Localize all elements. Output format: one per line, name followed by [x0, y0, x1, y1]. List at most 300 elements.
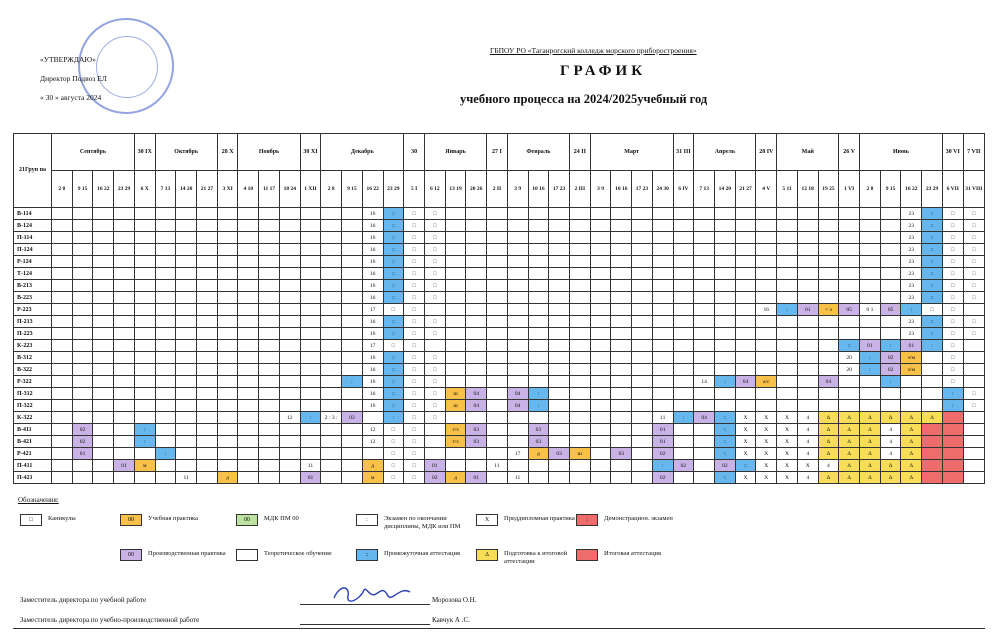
signature-name-1: Морозова О.Н. [432, 596, 477, 604]
schedule-cell [694, 292, 715, 304]
schedule-cell [507, 340, 528, 352]
schedule-cell: 04 [466, 388, 487, 400]
schedule-cell [487, 292, 508, 304]
schedule-cell [300, 388, 321, 400]
schedule-cell: Х [735, 412, 756, 424]
schedule-cell [424, 436, 445, 448]
schedule-cell [114, 292, 135, 304]
table-row [14, 472, 985, 484]
schedule-cell [321, 436, 342, 448]
schedule-cell: 4 [797, 436, 818, 448]
schedule-cell [321, 292, 342, 304]
schedule-cell [217, 316, 238, 328]
schedule-cell [673, 292, 694, 304]
schedule-cell [715, 316, 736, 328]
schedule-cell [880, 208, 901, 220]
schedule-cell [528, 460, 549, 472]
schedule-cell [797, 388, 818, 400]
schedule-cell: 4 [797, 412, 818, 424]
group-name: Р-421 [14, 448, 52, 460]
schedule-cell: д [362, 460, 383, 472]
schedule-cell [632, 316, 653, 328]
schedule-cell: □ [963, 400, 984, 412]
schedule-cell: □ [404, 268, 425, 280]
month-header: Январь [424, 134, 486, 171]
schedule-cell [694, 280, 715, 292]
schedule-cell [217, 292, 238, 304]
schedule-cell [569, 424, 590, 436]
schedule-cell [259, 364, 280, 376]
schedule-cell [590, 292, 611, 304]
schedule-cell [342, 448, 363, 460]
week-header: 17 23 [549, 171, 570, 208]
schedule-cell [611, 304, 632, 316]
schedule-cell [963, 304, 984, 316]
schedule-cell: 16 [362, 292, 383, 304]
schedule-cell: :: [383, 364, 404, 376]
schedule-cell [694, 268, 715, 280]
schedule-cell [590, 304, 611, 316]
schedule-cell [673, 232, 694, 244]
schedule-cell: □ [404, 220, 425, 232]
schedule-cell [922, 448, 943, 460]
schedule-cell [487, 340, 508, 352]
schedule-cell [217, 280, 238, 292]
schedule-cell [342, 364, 363, 376]
schedule-cell [321, 472, 342, 484]
schedule-cell [818, 400, 839, 412]
schedule-cell [259, 340, 280, 352]
schedule-cell [466, 304, 487, 316]
schedule-cell [735, 388, 756, 400]
schedule-cell [197, 316, 218, 328]
schedule-cell [134, 220, 155, 232]
schedule-cell: 23 [901, 268, 922, 280]
schedule-cell [549, 472, 570, 484]
group-name: Р-223 [14, 304, 52, 316]
schedule-cell [197, 232, 218, 244]
schedule-cell: Δ [839, 424, 860, 436]
schedule-cell [114, 304, 135, 316]
schedule-cell [300, 376, 321, 388]
schedule-cell [238, 472, 259, 484]
schedule-cell: □ [424, 256, 445, 268]
schedule-cell [507, 220, 528, 232]
schedule-cell: : [383, 412, 404, 424]
schedule-cell: 01 [114, 460, 135, 472]
schedule-cell [756, 328, 777, 340]
schedule-cell: м [134, 460, 155, 472]
schedule-cell: Δ [818, 448, 839, 460]
week-header: 12 18 [797, 171, 818, 208]
schedule-cell [279, 340, 300, 352]
legend-swatch: : [356, 514, 378, 526]
legend-swatch [576, 549, 598, 561]
schedule-cell [694, 388, 715, 400]
schedule-cell [922, 400, 943, 412]
schedule-cell: □ [963, 280, 984, 292]
schedule-cell: 02 [880, 364, 901, 376]
schedule-cell [279, 352, 300, 364]
schedule-cell [217, 400, 238, 412]
schedule-cell [217, 304, 238, 316]
group-name: В-322 [14, 364, 52, 376]
schedule-cell: □ [942, 328, 963, 340]
schedule-cell: : [922, 340, 943, 352]
schedule-cell: 04 [507, 388, 528, 400]
month-header: 30 VI [942, 134, 963, 171]
schedule-cell [797, 352, 818, 364]
schedule-cell: Δ [880, 472, 901, 484]
schedule-cell [818, 352, 839, 364]
week-header: 2 8 [860, 171, 881, 208]
schedule-cell [797, 316, 818, 328]
schedule-cell: 03 [342, 412, 363, 424]
schedule-cell [715, 352, 736, 364]
schedule-cell [487, 268, 508, 280]
schedule-cell [114, 352, 135, 364]
schedule-cell [528, 340, 549, 352]
schedule-cell [569, 280, 590, 292]
schedule-cell [818, 388, 839, 400]
organization-name: ГБПОУ РО «Таганрогский колледж морского приборостроения» [490, 46, 697, 55]
schedule-cell [52, 364, 73, 376]
schedule-cell [797, 400, 818, 412]
schedule-cell [342, 208, 363, 220]
schedule-cell [52, 436, 73, 448]
schedule-cell: Δ [922, 412, 943, 424]
schedule-cell [279, 424, 300, 436]
schedule-cell [487, 400, 508, 412]
schedule-cell [611, 412, 632, 424]
schedule-cell [549, 364, 570, 376]
schedule-cell [259, 376, 280, 388]
schedule-cell [487, 388, 508, 400]
schedule-cell [52, 268, 73, 280]
schedule-cell: □ [424, 352, 445, 364]
week-header: 20 26 [466, 171, 487, 208]
schedule-cell [72, 268, 93, 280]
schedule-cell [839, 400, 860, 412]
schedule-cell [72, 400, 93, 412]
schedule-cell [839, 292, 860, 304]
legend-label: Учебная практика [148, 515, 198, 522]
schedule-cell [217, 388, 238, 400]
legend-label: Экзамен по окончании дисциплины, МДК или ПМ [384, 515, 461, 530]
schedule-cell: :: [383, 376, 404, 388]
schedule-cell [694, 304, 715, 316]
schedule-cell [860, 376, 881, 388]
schedule-cell [942, 436, 963, 448]
group-name: Т-124 [14, 268, 52, 280]
schedule-cell [52, 208, 73, 220]
schedule-cell [424, 304, 445, 316]
schedule-cell [673, 448, 694, 460]
schedule-cell [507, 424, 528, 436]
schedule-cell: □ [383, 448, 404, 460]
schedule-cell: □ [424, 400, 445, 412]
schedule-cell [487, 304, 508, 316]
schedule-cell [652, 328, 673, 340]
schedule-cell [259, 316, 280, 328]
week-header: 2 II [487, 171, 508, 208]
schedule-cell [839, 376, 860, 388]
schedule-cell [590, 436, 611, 448]
schedule-cell [445, 208, 466, 220]
schedule-cell: 23 [901, 220, 922, 232]
group-name: П-213 [14, 316, 52, 328]
schedule-cell [507, 256, 528, 268]
schedule-cell [300, 280, 321, 292]
schedule-cell: 23 [901, 316, 922, 328]
month-header: Июнь [860, 134, 943, 171]
schedule-cell [197, 304, 218, 316]
schedule-cell [238, 232, 259, 244]
schedule-cell [134, 388, 155, 400]
schedule-cell [756, 292, 777, 304]
schedule-cell: 16 [362, 352, 383, 364]
group-name: Р-124 [14, 256, 52, 268]
schedule-cell [279, 232, 300, 244]
schedule-cell: < э [818, 304, 839, 316]
table-row [14, 232, 985, 244]
schedule-cell [715, 268, 736, 280]
schedule-cell [238, 400, 259, 412]
schedule-cell [155, 412, 176, 424]
schedule-cell [217, 268, 238, 280]
schedule-cell [652, 304, 673, 316]
schedule-cell: Х [756, 436, 777, 448]
schedule-cell [777, 388, 798, 400]
schedule-cell: 02 [72, 424, 93, 436]
schedule-cell [342, 256, 363, 268]
schedule-cell [777, 352, 798, 364]
schedule-cell: Δ [839, 460, 860, 472]
schedule-cell: Δ [901, 472, 922, 484]
schedule-cell [756, 352, 777, 364]
schedule-cell [52, 256, 73, 268]
schedule-cell [797, 256, 818, 268]
schedule-cell [549, 436, 570, 448]
schedule-cell [114, 400, 135, 412]
schedule-cell [880, 232, 901, 244]
schedule-cell [942, 412, 963, 424]
schedule-cell [238, 352, 259, 364]
schedule-cell [176, 304, 197, 316]
schedule-cell [155, 292, 176, 304]
schedule-cell [818, 220, 839, 232]
week-header: 14 20 [176, 171, 197, 208]
schedule-cell [632, 256, 653, 268]
schedule-cell [342, 424, 363, 436]
schedule-cell [569, 388, 590, 400]
schedule-cell [238, 412, 259, 424]
week-header: 9 15 [342, 171, 363, 208]
schedule-cell [963, 424, 984, 436]
director-line: Директор Подвоз ЕЛ [40, 74, 107, 83]
schedule-cell [818, 244, 839, 256]
schedule-cell [797, 280, 818, 292]
schedule-cell: :: [383, 244, 404, 256]
schedule-cell: □ [383, 436, 404, 448]
schedule-cell [52, 280, 73, 292]
schedule-cell [818, 340, 839, 352]
schedule-cell [860, 208, 881, 220]
schedule-cell [901, 400, 922, 412]
legend-swatch: :: [356, 549, 378, 561]
schedule-cell [963, 376, 984, 388]
schedule-cell: : [673, 412, 694, 424]
schedule-cell [590, 256, 611, 268]
schedule-cell [735, 328, 756, 340]
schedule-cell [466, 352, 487, 364]
schedule-cell: 11 [176, 472, 197, 484]
schedule-cell: Х [756, 412, 777, 424]
schedule-cell [611, 268, 632, 280]
schedule-cell: :: [922, 292, 943, 304]
group-name: П-411 [14, 460, 52, 472]
schedule-cell [652, 364, 673, 376]
group-name: В-213 [14, 280, 52, 292]
schedule-cell [777, 268, 798, 280]
schedule-cell [238, 220, 259, 232]
schedule-cell [963, 472, 984, 484]
schedule-cell [466, 292, 487, 304]
schedule-cell [197, 376, 218, 388]
schedule-cell [134, 472, 155, 484]
week-header: 16 22 [362, 171, 383, 208]
schedule-cell [300, 220, 321, 232]
schedule-cell: : [942, 388, 963, 400]
schedule-cell [549, 388, 570, 400]
schedule-cell [673, 472, 694, 484]
schedule-cell [963, 352, 984, 364]
schedule-cell: Δ [860, 436, 881, 448]
schedule-cell [632, 364, 653, 376]
schedule-cell [52, 472, 73, 484]
legend-label: Демонстрацион. экзамен [604, 515, 673, 522]
schedule-cell: □ [424, 388, 445, 400]
schedule-cell [114, 220, 135, 232]
schedule-cell [197, 388, 218, 400]
schedule-cell [777, 256, 798, 268]
schedule-cell: Х [797, 460, 818, 472]
table-row [14, 436, 985, 448]
schedule-cell: □ [922, 304, 943, 316]
schedule-cell [507, 244, 528, 256]
schedule-cell: 16 [362, 208, 383, 220]
schedule-cell [694, 208, 715, 220]
table-row [14, 448, 985, 460]
week-header: 4 V [756, 171, 777, 208]
schedule-cell: Δ [839, 472, 860, 484]
schedule-cell [652, 256, 673, 268]
month-header: 26 V [839, 134, 860, 171]
schedule-cell [445, 280, 466, 292]
schedule-cell: □ [942, 304, 963, 316]
schedule-cell [694, 220, 715, 232]
schedule-cell: □ [404, 244, 425, 256]
schedule-cell [114, 364, 135, 376]
schedule-cell [507, 460, 528, 472]
schedule-cell [52, 292, 73, 304]
week-header: 17 23 [632, 171, 653, 208]
schedule-cell: □ [404, 400, 425, 412]
schedule-cell [590, 364, 611, 376]
schedule-cell [735, 316, 756, 328]
schedule-cell [93, 208, 114, 220]
schedule-cell [632, 472, 653, 484]
schedule-cell: :: [922, 256, 943, 268]
schedule-cell [611, 256, 632, 268]
schedule-cell [134, 376, 155, 388]
schedule-cell: Х [777, 412, 798, 424]
schedule-cell: Δ [818, 436, 839, 448]
schedule-cell [93, 376, 114, 388]
schedule-cell [880, 244, 901, 256]
schedule-cell [694, 448, 715, 460]
legend-swatch: Х [476, 514, 498, 526]
schedule-cell [611, 436, 632, 448]
schedule-cell [590, 340, 611, 352]
schedule-cell: 4 [797, 424, 818, 436]
schedule-cell [176, 220, 197, 232]
schedule-cell [652, 352, 673, 364]
schedule-cell [466, 376, 487, 388]
schedule-cell: □ [404, 364, 425, 376]
schedule-cell [528, 316, 549, 328]
signature-role-2: Заместитель директора по учебно-производственной работе [20, 616, 200, 624]
schedule-cell: ш [445, 388, 466, 400]
schedule-cell [176, 400, 197, 412]
schedule-cell: : [880, 376, 901, 388]
page-title: ГРАФИК [560, 63, 647, 79]
schedule-cell [321, 268, 342, 280]
schedule-cell [445, 304, 466, 316]
schedule-cell: 12 [362, 436, 383, 448]
schedule-cell [197, 460, 218, 472]
schedule-cell: :: [922, 232, 943, 244]
schedule-cell [279, 280, 300, 292]
schedule-cell [922, 388, 943, 400]
schedule-cell [155, 364, 176, 376]
schedule-cell: 01 [424, 460, 445, 472]
schedule-cell [756, 244, 777, 256]
schedule-cell [777, 316, 798, 328]
schedule-cell [528, 232, 549, 244]
schedule-cell: г/з [445, 424, 466, 436]
month-header: 28 IV [756, 134, 777, 171]
month-header: Март [590, 134, 673, 171]
schedule-cell [528, 304, 549, 316]
schedule-cell [155, 280, 176, 292]
schedule-cell: 05 [880, 304, 901, 316]
schedule-cell [176, 460, 197, 472]
schedule-cell: д [217, 472, 238, 484]
schedule-cell [72, 208, 93, 220]
schedule-cell [528, 352, 549, 364]
schedule-cell [217, 328, 238, 340]
schedule-cell [238, 292, 259, 304]
schedule-cell [756, 280, 777, 292]
schedule-cell: 12 [362, 424, 383, 436]
group-name: В-124 [14, 220, 52, 232]
schedule-cell [549, 412, 570, 424]
schedule-cell [611, 352, 632, 364]
schedule-cell [52, 316, 73, 328]
schedule-cell [52, 232, 73, 244]
schedule-cell [860, 268, 881, 280]
